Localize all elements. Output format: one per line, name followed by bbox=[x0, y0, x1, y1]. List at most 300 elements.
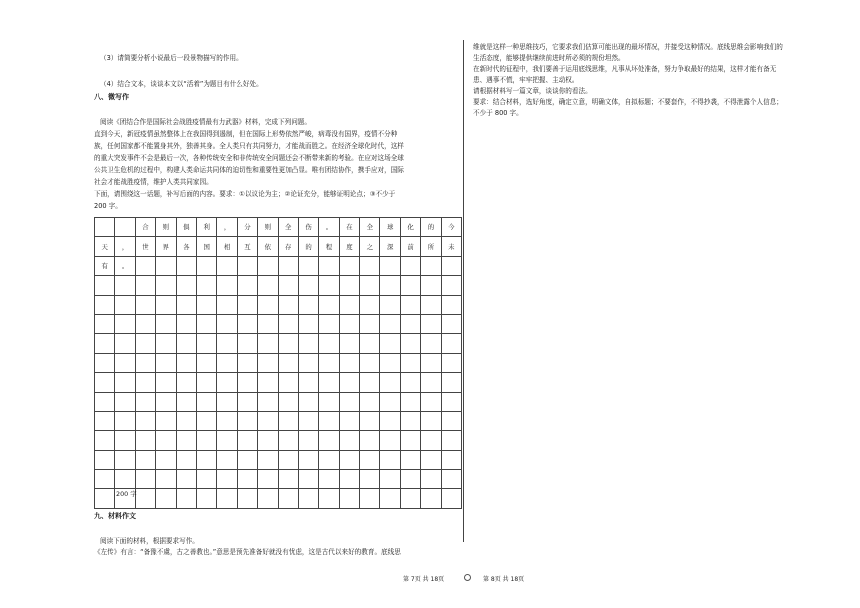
grid-cell[interactable] bbox=[135, 470, 155, 489]
grid-cell[interactable] bbox=[95, 373, 115, 392]
right-line: 在新时代的征程中，我们要善于运用底线思维，凡事从坏处准备，努力争取最好的结果，这样才能有备无 bbox=[473, 65, 777, 73]
grid-cell[interactable] bbox=[339, 489, 359, 508]
grid-cell[interactable] bbox=[237, 314, 257, 333]
grid-cell[interactable] bbox=[400, 276, 420, 295]
grid-cell[interactable] bbox=[441, 392, 461, 411]
grid-cell[interactable]: 球 bbox=[380, 218, 400, 237]
grid-cell[interactable] bbox=[135, 276, 155, 295]
grid-cell[interactable] bbox=[176, 470, 196, 489]
grid-cell[interactable] bbox=[237, 431, 257, 450]
grid-cell[interactable] bbox=[258, 256, 278, 275]
grid-cell[interactable]: 各 bbox=[176, 237, 196, 256]
grid-cell[interactable] bbox=[360, 489, 380, 508]
grid-cell[interactable] bbox=[196, 450, 216, 469]
grid-cell[interactable] bbox=[400, 470, 420, 489]
grid-cell[interactable] bbox=[319, 334, 339, 353]
grid-row bbox=[95, 295, 462, 314]
grid-cell[interactable]: 界 bbox=[156, 237, 176, 256]
grid-cell[interactable] bbox=[237, 411, 257, 430]
grid-cell[interactable]: 俱 bbox=[176, 218, 196, 237]
grid-cell[interactable] bbox=[156, 314, 176, 333]
grid-cell[interactable] bbox=[441, 353, 461, 372]
grid-cell[interactable] bbox=[298, 334, 318, 353]
grid-cell[interactable]: 在 bbox=[339, 218, 359, 237]
sec9-line: 《左传》有言：“备豫不虞，古之善教也。”意思是预先准备好就没有忧虑，这是古代以来好的教育。底线思 bbox=[94, 548, 401, 556]
grid-cell[interactable] bbox=[319, 392, 339, 411]
grid-cell[interactable]: 程 bbox=[319, 237, 339, 256]
right-line: 生活态度，能够提供继续前进时所必须的规份坦然。 bbox=[473, 54, 625, 62]
grid-cell[interactable] bbox=[421, 392, 441, 411]
grid-cell[interactable] bbox=[278, 353, 298, 372]
grid-cell[interactable] bbox=[95, 218, 115, 237]
grid-cell[interactable] bbox=[360, 353, 380, 372]
grid-cell[interactable]: 化 bbox=[400, 218, 420, 237]
grid-cell[interactable] bbox=[278, 392, 298, 411]
grid-cell[interactable]: 世 bbox=[135, 237, 155, 256]
grid-cell[interactable] bbox=[95, 431, 115, 450]
grid-cell[interactable] bbox=[115, 218, 135, 237]
grid-cell[interactable] bbox=[298, 353, 318, 372]
grid-cell[interactable] bbox=[135, 489, 155, 508]
grid-cell[interactable] bbox=[95, 353, 115, 372]
grid-cell[interactable] bbox=[176, 373, 196, 392]
grid-cell[interactable] bbox=[441, 295, 461, 314]
grid-cell[interactable] bbox=[156, 450, 176, 469]
grid-cell[interactable] bbox=[115, 353, 135, 372]
grid-cell[interactable] bbox=[237, 373, 257, 392]
grid-cell[interactable] bbox=[421, 353, 441, 372]
grid-cell[interactable] bbox=[380, 295, 400, 314]
grid-cell[interactable] bbox=[360, 411, 380, 430]
grid-cell[interactable] bbox=[258, 373, 278, 392]
grid-cell[interactable] bbox=[400, 334, 420, 353]
grid-cell[interactable] bbox=[400, 392, 420, 411]
grid-cell[interactable] bbox=[176, 334, 196, 353]
grid-row bbox=[95, 237, 462, 256]
grid-cell[interactable] bbox=[380, 353, 400, 372]
grid-cell[interactable] bbox=[380, 334, 400, 353]
grid-cell[interactable] bbox=[278, 489, 298, 508]
grid-cell[interactable] bbox=[298, 276, 318, 295]
grid-cell[interactable] bbox=[421, 256, 441, 275]
grid-cell[interactable] bbox=[115, 295, 135, 314]
grid-cell[interactable] bbox=[421, 295, 441, 314]
grid-cell[interactable] bbox=[237, 489, 257, 508]
grid-cell[interactable] bbox=[298, 373, 318, 392]
grid-cell[interactable] bbox=[176, 450, 196, 469]
grid-cell[interactable] bbox=[115, 373, 135, 392]
grid-cell[interactable] bbox=[156, 392, 176, 411]
grid-cell[interactable] bbox=[217, 334, 237, 353]
grid-cell[interactable] bbox=[319, 295, 339, 314]
grid-cell[interactable] bbox=[380, 450, 400, 469]
grid-cell[interactable] bbox=[400, 314, 420, 333]
grid-cell[interactable] bbox=[156, 470, 176, 489]
grid-cell[interactable] bbox=[156, 256, 176, 275]
grid-cell[interactable] bbox=[196, 431, 216, 450]
grid-cell[interactable] bbox=[196, 314, 216, 333]
grid-cell[interactable] bbox=[196, 392, 216, 411]
grid-cell[interactable]: 全 bbox=[278, 218, 298, 237]
grid-cell[interactable] bbox=[196, 334, 216, 353]
grid-cell[interactable]: 互 bbox=[237, 237, 257, 256]
grid-row bbox=[95, 489, 462, 508]
grid-row bbox=[95, 218, 462, 237]
grid-cell[interactable]: 天 bbox=[95, 237, 115, 256]
sec8-line: 公共卫生危机的过程中，构建人类命运共同体的迫切性和重要性更加凸显。唯有团结协作，携手应对，国际 bbox=[94, 166, 404, 174]
grid-cell[interactable] bbox=[115, 411, 135, 430]
grid-cell[interactable] bbox=[217, 450, 237, 469]
grid-cell[interactable] bbox=[258, 295, 278, 314]
grid-cell[interactable] bbox=[400, 450, 420, 469]
grid-cell[interactable] bbox=[217, 431, 237, 450]
grid-cell[interactable] bbox=[441, 334, 461, 353]
grid-cell[interactable]: 存 bbox=[278, 237, 298, 256]
grid-cell[interactable]: 分 bbox=[237, 218, 257, 237]
grid-cell[interactable] bbox=[258, 470, 278, 489]
grid-cell[interactable]: 国 bbox=[196, 237, 216, 256]
grid-cell[interactable] bbox=[156, 431, 176, 450]
grid-cell[interactable] bbox=[380, 276, 400, 295]
grid-cell[interactable] bbox=[217, 256, 237, 275]
grid-cell[interactable] bbox=[339, 392, 359, 411]
grid-row bbox=[95, 373, 462, 392]
grid-cell[interactable] bbox=[278, 411, 298, 430]
grid-cell[interactable] bbox=[400, 295, 420, 314]
grid-cell[interactable] bbox=[400, 256, 420, 275]
grid-cell[interactable] bbox=[360, 470, 380, 489]
sec8-line: 阅读《团结合作是国际社会战胜疫情最有力武器》材料，完成下列问题。 bbox=[100, 118, 311, 126]
grid-cell[interactable]: 深 bbox=[380, 237, 400, 256]
grid-cell[interactable] bbox=[135, 334, 155, 353]
grid-cell[interactable] bbox=[360, 256, 380, 275]
grid-cell[interactable] bbox=[339, 334, 359, 353]
grid-cell[interactable]: 则 bbox=[156, 218, 176, 237]
grid-cell[interactable] bbox=[115, 392, 135, 411]
grid-cell[interactable] bbox=[115, 314, 135, 333]
grid-cell[interactable]: 则 bbox=[258, 218, 278, 237]
grid-cell[interactable] bbox=[196, 295, 216, 314]
grid-cell[interactable] bbox=[278, 470, 298, 489]
grid-cell[interactable]: 有 bbox=[95, 256, 115, 275]
grid-cell[interactable] bbox=[135, 295, 155, 314]
grid-cell[interactable] bbox=[319, 411, 339, 430]
grid-cell[interactable] bbox=[339, 314, 359, 333]
grid-cell[interactable] bbox=[258, 314, 278, 333]
grid-cell[interactable] bbox=[135, 431, 155, 450]
grid-cell[interactable]: 全 bbox=[360, 218, 380, 237]
grid-cell[interactable] bbox=[298, 470, 318, 489]
grid-cell[interactable] bbox=[278, 450, 298, 469]
grid-cell[interactable] bbox=[115, 450, 135, 469]
grid-cell[interactable] bbox=[400, 489, 420, 508]
grid-cell[interactable]: ， bbox=[217, 218, 237, 237]
grid-cell[interactable] bbox=[421, 470, 441, 489]
grid-cell[interactable] bbox=[115, 276, 135, 295]
grid-cell[interactable] bbox=[441, 276, 461, 295]
grid-cell[interactable] bbox=[360, 373, 380, 392]
grid-cell[interactable] bbox=[156, 373, 176, 392]
grid-cell[interactable] bbox=[380, 489, 400, 508]
grid-cell[interactable]: 。 bbox=[115, 256, 135, 275]
grid-row bbox=[95, 431, 462, 450]
grid-cell[interactable] bbox=[176, 256, 196, 275]
grid-cell[interactable] bbox=[217, 392, 237, 411]
right-line: 患、遇事不慌，牢牢把握、主动权。 bbox=[473, 76, 579, 84]
grid-cell[interactable]: ， bbox=[115, 237, 135, 256]
grid-cell[interactable] bbox=[196, 411, 216, 430]
grid-cell[interactable]: 所 bbox=[421, 237, 441, 256]
grid-cell[interactable] bbox=[135, 256, 155, 275]
word-count-label: 200 字 bbox=[116, 490, 137, 498]
grid-cell[interactable] bbox=[421, 450, 441, 469]
grid-cell[interactable] bbox=[380, 256, 400, 275]
grid-cell[interactable] bbox=[115, 470, 135, 489]
grid-cell[interactable] bbox=[196, 373, 216, 392]
grid-cell[interactable] bbox=[217, 470, 237, 489]
grid-cell[interactable] bbox=[339, 295, 359, 314]
grid-cell[interactable] bbox=[319, 489, 339, 508]
grid-cell[interactable] bbox=[258, 392, 278, 411]
grid-cell[interactable] bbox=[339, 470, 359, 489]
grid-cell[interactable] bbox=[319, 314, 339, 333]
grid-cell[interactable] bbox=[258, 489, 278, 508]
grid-cell[interactable] bbox=[196, 256, 216, 275]
grid-cell[interactable] bbox=[360, 450, 380, 469]
sec8-line: 的重大突发事件不会是最后一次，各种传统安全和非传统安全问题还会不断带来新的考验。在应对这场全球 bbox=[94, 154, 404, 162]
section-9-title: 九、材料作文 bbox=[94, 512, 136, 520]
grid-cell[interactable] bbox=[95, 276, 115, 295]
sec8-line: 直到今天，新冠疫情虽然整体上在我国得到遏制，但在国际上形势依然严峻，病毒没有国界，疫情不分种 bbox=[94, 130, 398, 138]
grid-cell[interactable] bbox=[95, 470, 115, 489]
grid-cell[interactable] bbox=[421, 276, 441, 295]
grid-cell[interactable] bbox=[237, 470, 257, 489]
grid-cell[interactable] bbox=[319, 450, 339, 469]
question-4: （4）结合文本，谈谈本文以“活着”为题目有什么好处。 bbox=[100, 80, 263, 88]
grid-cell[interactable]: 合 bbox=[135, 218, 155, 237]
grid-cell[interactable] bbox=[278, 431, 298, 450]
grid-cell[interactable]: 的 bbox=[298, 237, 318, 256]
grid-cell[interactable] bbox=[421, 373, 441, 392]
grid-cell[interactable] bbox=[258, 450, 278, 469]
grid-cell[interactable] bbox=[380, 373, 400, 392]
grid-cell[interactable] bbox=[319, 431, 339, 450]
grid-cell[interactable] bbox=[237, 392, 257, 411]
grid-cell[interactable]: 相 bbox=[217, 237, 237, 256]
grid-cell[interactable] bbox=[421, 314, 441, 333]
grid-cell[interactable] bbox=[95, 450, 115, 469]
grid-cell[interactable]: 利 bbox=[196, 218, 216, 237]
grid-cell[interactable] bbox=[135, 392, 155, 411]
grid-cell[interactable] bbox=[400, 353, 420, 372]
grid-cell[interactable] bbox=[380, 411, 400, 430]
grid-cell[interactable] bbox=[156, 334, 176, 353]
grid-cell[interactable] bbox=[95, 334, 115, 353]
grid-cell[interactable] bbox=[237, 334, 257, 353]
grid-cell[interactable] bbox=[217, 295, 237, 314]
grid-cell[interactable] bbox=[319, 256, 339, 275]
grid-cell[interactable] bbox=[319, 353, 339, 372]
right-line: 要求：结合材料，选好角度，确定立意，明确文体，自拟标题；不要套作，不得抄袭，不得泄露个人信息； bbox=[473, 98, 783, 106]
grid-cell[interactable] bbox=[196, 489, 216, 508]
grid-cell[interactable] bbox=[95, 295, 115, 314]
grid-cell[interactable] bbox=[237, 295, 257, 314]
grid-cell[interactable] bbox=[441, 373, 461, 392]
grid-row bbox=[95, 256, 462, 275]
grid-cell[interactable]: 之 bbox=[360, 237, 380, 256]
grid-cell[interactable] bbox=[217, 489, 237, 508]
grid-cell[interactable] bbox=[278, 295, 298, 314]
grid-cell[interactable] bbox=[339, 411, 359, 430]
grid-row bbox=[95, 411, 462, 430]
grid-cell[interactable] bbox=[441, 489, 461, 508]
grid-cell[interactable] bbox=[95, 489, 115, 508]
grid-cell[interactable]: 伤 bbox=[298, 218, 318, 237]
grid-cell[interactable] bbox=[298, 314, 318, 333]
grid-cell[interactable] bbox=[176, 276, 196, 295]
grid-cell[interactable] bbox=[115, 334, 135, 353]
grid-cell[interactable]: 度 bbox=[339, 237, 359, 256]
grid-cell[interactable] bbox=[217, 276, 237, 295]
grid-cell[interactable] bbox=[258, 276, 278, 295]
grid-cell[interactable] bbox=[95, 411, 115, 430]
grid-cell[interactable] bbox=[258, 411, 278, 430]
grid-cell[interactable] bbox=[176, 431, 196, 450]
sec8-line: 族，任何国家都不能置身其外，独善其身。全人类只有共同努力，才能战而胜之。在经济全球化时代，这样 bbox=[94, 142, 404, 150]
grid-cell[interactable] bbox=[115, 431, 135, 450]
grid-cell[interactable] bbox=[339, 353, 359, 372]
grid-cell[interactable] bbox=[360, 431, 380, 450]
grid-cell[interactable] bbox=[380, 392, 400, 411]
grid-cell[interactable]: 的 bbox=[421, 218, 441, 237]
grid-cell[interactable] bbox=[176, 353, 196, 372]
grid-cell[interactable]: 前 bbox=[400, 237, 420, 256]
grid-cell[interactable] bbox=[278, 334, 298, 353]
grid-row bbox=[95, 353, 462, 372]
grid-cell[interactable] bbox=[176, 392, 196, 411]
grid-cell[interactable] bbox=[400, 431, 420, 450]
grid-cell[interactable] bbox=[298, 489, 318, 508]
grid-cell[interactable] bbox=[360, 392, 380, 411]
grid-cell[interactable] bbox=[135, 450, 155, 469]
grid-cell[interactable] bbox=[176, 411, 196, 430]
grid-cell[interactable] bbox=[339, 431, 359, 450]
grid-cell[interactable] bbox=[339, 256, 359, 275]
grid-cell[interactable] bbox=[278, 314, 298, 333]
grid-cell[interactable] bbox=[298, 256, 318, 275]
grid-cell[interactable] bbox=[95, 314, 115, 333]
grid-cell[interactable] bbox=[400, 411, 420, 430]
writing-grid[interactable] bbox=[94, 217, 462, 509]
page-number-left: 第 7页 共 18页 bbox=[403, 576, 445, 583]
grid-cell[interactable] bbox=[298, 295, 318, 314]
grid-cell[interactable]: 依 bbox=[258, 237, 278, 256]
grid-cell[interactable] bbox=[258, 431, 278, 450]
grid-cell[interactable] bbox=[298, 431, 318, 450]
sec8-line: 社会才能战胜疫情，维护人类共同家园。 bbox=[94, 178, 213, 186]
grid-cell[interactable] bbox=[196, 353, 216, 372]
grid-cell[interactable] bbox=[441, 431, 461, 450]
grid-cell[interactable] bbox=[176, 295, 196, 314]
grid-cell[interactable] bbox=[380, 431, 400, 450]
grid-cell[interactable] bbox=[258, 334, 278, 353]
grid-cell[interactable] bbox=[156, 411, 176, 430]
grid-cell[interactable] bbox=[176, 314, 196, 333]
grid-cell[interactable] bbox=[217, 373, 237, 392]
grid-cell[interactable] bbox=[339, 276, 359, 295]
grid-cell[interactable] bbox=[360, 314, 380, 333]
grid-cell[interactable] bbox=[441, 450, 461, 469]
grid-cell[interactable] bbox=[176, 489, 196, 508]
grid-cell[interactable] bbox=[298, 450, 318, 469]
grid-cell[interactable] bbox=[237, 353, 257, 372]
grid-cell[interactable] bbox=[421, 411, 441, 430]
grid-cell[interactable] bbox=[319, 373, 339, 392]
grid-cell[interactable]: 未 bbox=[441, 237, 461, 256]
grid-cell[interactable] bbox=[278, 276, 298, 295]
grid-cell[interactable] bbox=[196, 470, 216, 489]
sec8-line: 下面，请围绕这一话题，补写后面的内容。要求：①以议论为主；②论证充分，能够证明论点；③不少于 bbox=[94, 190, 396, 198]
grid-row bbox=[95, 314, 462, 333]
grid-cell[interactable] bbox=[217, 353, 237, 372]
grid-cell[interactable] bbox=[135, 314, 155, 333]
grid-cell[interactable] bbox=[421, 431, 441, 450]
grid-cell[interactable] bbox=[400, 373, 420, 392]
grid-cell[interactable] bbox=[360, 295, 380, 314]
grid-cell[interactable] bbox=[298, 392, 318, 411]
grid-row bbox=[95, 392, 462, 411]
grid-cell[interactable] bbox=[156, 353, 176, 372]
grid-cell[interactable] bbox=[156, 489, 176, 508]
grid-cell[interactable] bbox=[237, 450, 257, 469]
grid-cell[interactable] bbox=[441, 256, 461, 275]
grid-cell[interactable]: 今 bbox=[441, 218, 461, 237]
grid-cell[interactable] bbox=[135, 353, 155, 372]
grid-cell[interactable] bbox=[360, 276, 380, 295]
grid-cell[interactable] bbox=[237, 276, 257, 295]
grid-cell[interactable] bbox=[135, 373, 155, 392]
grid-cell[interactable] bbox=[339, 450, 359, 469]
grid-cell[interactable]: 。 bbox=[319, 218, 339, 237]
grid-cell[interactable] bbox=[380, 470, 400, 489]
grid-cell[interactable] bbox=[135, 411, 155, 430]
sec8-line: 200 字。 bbox=[94, 202, 122, 210]
grid-cell[interactable] bbox=[258, 353, 278, 372]
grid-cell[interactable] bbox=[278, 256, 298, 275]
grid-cell[interactable] bbox=[278, 373, 298, 392]
grid-cell[interactable] bbox=[339, 373, 359, 392]
grid-cell[interactable] bbox=[156, 276, 176, 295]
grid-cell[interactable] bbox=[319, 276, 339, 295]
grid-cell[interactable] bbox=[441, 470, 461, 489]
grid-cell[interactable] bbox=[95, 392, 115, 411]
grid-cell[interactable] bbox=[156, 295, 176, 314]
grid-cell[interactable] bbox=[298, 411, 318, 430]
grid-cell[interactable] bbox=[441, 314, 461, 333]
grid-cell[interactable] bbox=[380, 314, 400, 333]
page-number-right: 第 8页 共 18页 bbox=[483, 576, 525, 583]
grid-cell[interactable] bbox=[237, 256, 257, 275]
grid-cell[interactable] bbox=[421, 489, 441, 508]
grid-cell[interactable] bbox=[217, 314, 237, 333]
grid-cell[interactable] bbox=[319, 470, 339, 489]
grid-cell[interactable] bbox=[217, 411, 237, 430]
grid-cell[interactable] bbox=[196, 276, 216, 295]
grid-cell[interactable] bbox=[421, 334, 441, 353]
grid-cell[interactable] bbox=[360, 334, 380, 353]
grid-cell[interactable] bbox=[441, 411, 461, 430]
page-separator-icon bbox=[464, 574, 471, 581]
